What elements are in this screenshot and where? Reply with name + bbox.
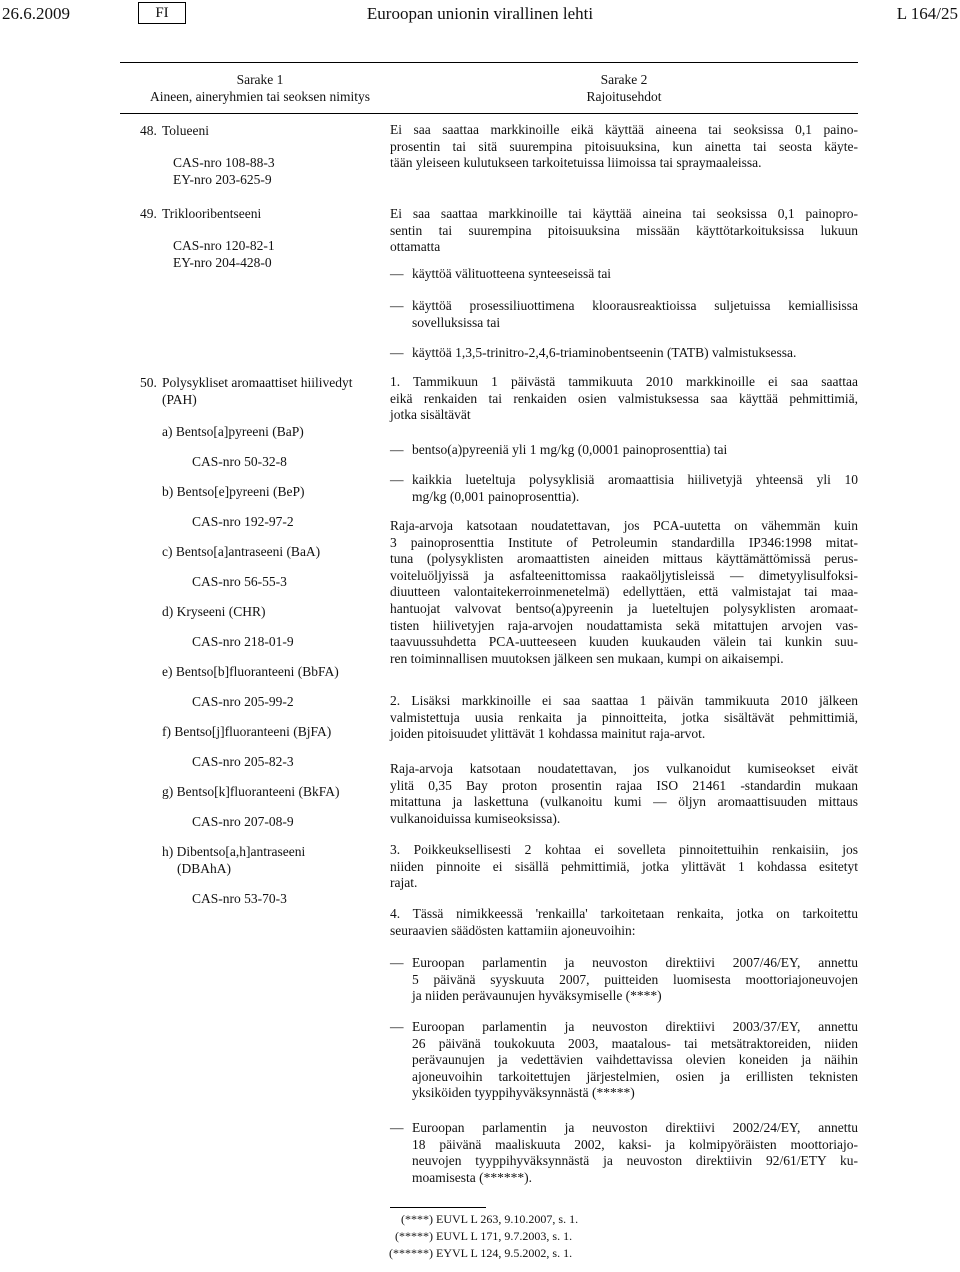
text-line: 4. Tässä nimikkeessä 'renkailla' tarkoitetaan renkaita, jotka on tarkoitettu xyxy=(390,906,858,921)
entry-48-name: Tolueeni xyxy=(162,123,210,138)
text-line: perävaunujen ja vedettävien vaihdettavissa olevien koneiden ja näihin xyxy=(412,1052,858,1068)
text-line: kaikkia lueteltuja polysyklisiä aromaattisia hiilivetyjä yhteensä yli 10 xyxy=(412,472,858,487)
text-line: rajat. xyxy=(390,875,418,891)
pah-item-cas: CAS-nro 56-55-3 xyxy=(192,574,287,589)
text-line: neuvojen tyyppihyväksynnästä ja neuvoston direktiivin 92/61/ETY ku- xyxy=(412,1153,858,1169)
entry-50-number: 50. xyxy=(140,375,157,390)
limit-total-pah xyxy=(412,472,858,505)
text-line: vulkanoiduissa kumiseoksissa). xyxy=(390,810,561,826)
text-line: mg/kg (0,001 painoprosenttia). xyxy=(412,488,580,504)
pah-item-label: g) Bentso[k]fluoranteeni (BkFA) xyxy=(162,784,340,799)
text-line: taavuussuhdetta PCA-uutteeseen kuuden kuukauden välein tai kunkin suu- xyxy=(390,634,858,650)
entry-50-name: Polysykliset aromaattiset hiilivedyt xyxy=(162,375,353,390)
pah-item-cas: CAS-nro 53-70-3 xyxy=(192,891,287,906)
text-line: niiden pinnoite ei sisällä pehmittimiä, jotka ylittävät 1 kohdassa esitetyt xyxy=(390,858,858,874)
footnote-rule xyxy=(390,1207,486,1208)
language-badge: FI xyxy=(138,2,186,24)
text-line: 2. Lisäksi markkinoille ei saa saattaa 1 päivän tammikuuta 2010 jälkeen xyxy=(390,693,858,708)
column-2-title: Rajoitusehdot xyxy=(586,89,662,104)
pah-item-cas: CAS-nro 50-32-8 xyxy=(192,454,287,469)
entry-49-name: Triklooribentseeni xyxy=(162,206,262,221)
dash-bullet: — xyxy=(390,266,404,281)
entry-50-paragraph-2 xyxy=(390,518,858,667)
dash-bullet: — xyxy=(390,955,404,970)
directive-2003-37 xyxy=(412,1019,858,1102)
column-1-header xyxy=(140,71,380,105)
pah-item-label: h) Dibentso[a,h]antraseeni xyxy=(162,844,306,859)
pah-item-label: e) Bentso[b]fluoranteeni (BbFA) xyxy=(162,664,339,679)
text-line: Raja-arvoja katsotaan noudatettavan, jos vulkanoidut kumiseokset eivät xyxy=(390,761,858,776)
text-line: moamisesta (******). xyxy=(412,1169,532,1185)
text-line: ren toiminnallisen muutoksen jälkeen sen mukaan, kumpi on aikaisempi. xyxy=(390,650,784,666)
text-line: tään yleiseen kulutukseen tarkoitetuissa liimoissa tai spraymaaleissa. xyxy=(390,155,762,171)
text-line: seuraavien säädösten kattamiin ajoneuvoihin: xyxy=(390,922,636,938)
text-line: eikä renkaiden tai renkaiden osien valmistuksessa saa käyttää pehmittimiä, xyxy=(390,390,858,406)
journal-title: Euroopan unionin virallinen lehti xyxy=(366,4,594,23)
text-line: mitattuna ja laskettuna (vulkanoitu kumi — öljyn aromaattisuuden mittaus xyxy=(390,794,858,810)
entry-48-restriction xyxy=(390,122,858,172)
pah-item-cas: CAS-nro 205-82-3 xyxy=(192,754,294,769)
text-line: ajoneuvoihin tarkoitettujen järjestelmien, osien ja erillisten teknisten xyxy=(412,1068,858,1084)
entry-50-paragraph-3 xyxy=(390,693,858,743)
text-line: ja niiden perävaunujen hyväksymiselle (****) xyxy=(412,988,662,1004)
text-line: voiteluöljyissä ja asfalteenittomissa raakaöljytisleissä — dimetyylisulfoksi- xyxy=(390,567,858,583)
pah-item-cas: CAS-nro 192-97-2 xyxy=(192,514,294,529)
text-line: tisten hiilivetyjen raja-arvojen noudattamista sekä mitattujen arvojen vas- xyxy=(390,617,858,633)
footnote: (*****) EUVL L 171, 9.7.2003, s. 1. xyxy=(395,1229,573,1243)
table-top-rule xyxy=(120,62,858,63)
text-line: 26 päivänä toukokuuta 2003, maatalous- tai metsätraktoreiden, niiden xyxy=(412,1035,858,1051)
column-2-label: Sarake 2 xyxy=(600,72,648,87)
page-number: L 164/25 xyxy=(896,4,958,23)
dash-bullet: — xyxy=(390,345,404,360)
entry-50-paragraph-6 xyxy=(390,906,858,939)
text-line: Raja-arvoja katsotaan noudatettavan, jos PCA-uutetta on vähemmän kuin xyxy=(390,518,858,533)
directive-2007-46 xyxy=(412,955,858,1005)
entry-50-paragraph-4 xyxy=(390,761,858,827)
footnote: (****) EUVL L 263, 9.10.2007, s. 1. xyxy=(401,1212,579,1226)
text-line: yksiköiden tyyppihyväksynnästä (*****) xyxy=(412,1085,635,1101)
text-line: 5 päivänä syyskuuta 2007, puitteiden luomisesta moottoriajoneuvojen xyxy=(412,971,858,987)
column-2-header xyxy=(390,71,858,105)
dash-bullet: — xyxy=(390,472,404,487)
column-1-label: Sarake 1 xyxy=(236,72,284,87)
entry-49-cas: CAS-nro 120-82-1 xyxy=(173,238,275,253)
entry-50-paragraph-1 xyxy=(390,374,858,424)
pah-item-label: a) Bentso[a]pyreeni (BaP) xyxy=(162,424,304,439)
text-line: sentin tai suurempina pitoisuuksina missään käyttötarkoituksissa lukuun xyxy=(390,222,858,238)
directive-2002-24 xyxy=(412,1120,858,1186)
pah-item-label: c) Bentso[a]antraseeni (BaA) xyxy=(162,544,321,559)
text-line: 3. Poikkeuksellisesti 2 kohtaa ei sovelleta pinnoitettuihin renkaisiin, jos xyxy=(390,842,858,857)
dash-bullet: — xyxy=(390,298,404,313)
entry-49-exception-2 xyxy=(412,298,858,331)
entry-48-number: 48. xyxy=(140,123,157,138)
text-line: hantuojat valvovat bentso(a)pyreenin ja lueteltujen polysyklisten aromaat- xyxy=(390,600,858,616)
text-line: prosentin tai sitä suurempina pitoisuuksina, kun ainetta tai seosta käyte- xyxy=(390,138,858,154)
text-line: Euroopan parlamentin ja neuvoston direktiivi 2002/24/EY, annettu xyxy=(412,1120,858,1135)
text-line: jotka sisältävät xyxy=(390,407,471,423)
text-line: Euroopan parlamentin ja neuvoston direktiivi 2003/37/EY, annettu xyxy=(412,1019,858,1034)
limit-bap: bentso(a)pyreeniä yli 1 mg/kg (0,0001 painoprosenttia) tai xyxy=(412,442,728,457)
entry-48-cas: CAS-nro 108-88-3 xyxy=(173,155,275,170)
entry-50-paragraph-5 xyxy=(390,842,858,892)
entry-49-exception-1: käyttöä välituotteena synteeseissä tai xyxy=(412,266,612,281)
pah-item-cas: CAS-nro 207-08-9 xyxy=(192,814,294,829)
text-line: joiden pitoisuudet ylittävät 1 kohdassa mainitut raja-arvot. xyxy=(390,726,706,742)
text-line: Ei saa saattaa markkinoille eikä käyttää aineena tai seoksissa 0,1 paino- xyxy=(390,122,858,137)
text-line: käyttöä prosessiliuottimena kloorausreaktioissa suljetuissa kemiallisissa xyxy=(412,298,858,313)
pah-item-label: b) Bentso[e]pyreeni (BeP) xyxy=(162,484,305,499)
dash-bullet: — xyxy=(390,1019,404,1034)
text-line: ylitä 0,35 Bay proton prosentin rajaa ISO 21461 -standardin mukaan xyxy=(390,777,858,793)
text-line: 18 päivänä maaliskuuta 2002, kaksi- ja kolmipyöräisten moottoriajo- xyxy=(412,1136,858,1152)
entry-48-ey: EY-nro 203-625-9 xyxy=(173,172,272,187)
text-line: tuna (polysyklisten aromaattisten aineiden mittaus käyttämättömissä perus- xyxy=(390,551,858,567)
dash-bullet: — xyxy=(390,442,404,457)
text-line: Euroopan parlamentin ja neuvoston direktiivi 2007/46/EY, annettu xyxy=(412,955,858,970)
pah-item-cas: CAS-nro 218-01-9 xyxy=(192,634,294,649)
column-1-title: Aineen, aineryhmien tai seoksen nimitys xyxy=(149,89,371,104)
page-header xyxy=(0,0,960,30)
entry-50-name-cont: (PAH) xyxy=(162,392,197,407)
text-line: sovelluksissa tai xyxy=(412,314,501,330)
dash-bullet: — xyxy=(390,1120,404,1135)
entry-49-restriction xyxy=(390,206,858,256)
text-line: valmistettuja uusia renkaita ja pinnoitteita, jotka sisältävät pehmittimiä, xyxy=(390,709,858,725)
footnote: (******) EYVL L 124, 9.5.2002, s. 1. xyxy=(389,1246,573,1260)
table-header-rule xyxy=(120,113,858,114)
entry-49-number: 49. xyxy=(140,206,157,221)
text-line: 1. Tammikuun 1 päivästä tammikuuta 2010 markkinoille ei saa saattaa xyxy=(390,374,858,389)
text-line: 3 painoprosenttia Institute of Petroleumin standardilla IP346:1998 mitat- xyxy=(390,534,858,550)
entry-49-ey: EY-nro 204-428-0 xyxy=(173,255,272,270)
publication-date: 26.6.2009 xyxy=(2,4,70,23)
pah-item-label-cont: (DBAhA) xyxy=(177,861,231,876)
text-line: Ei saa saattaa markkinoille tai käyttää aineina tai seoksissa 0,1 painopro- xyxy=(390,206,858,221)
text-line: diuutteen valontaitekerroinmenetelmä) edellyttäen, että valmistajat tai maa- xyxy=(390,584,858,600)
pah-item-label: d) Kryseeni (CHR) xyxy=(162,604,266,619)
pah-item-label: f) Bentso[j]fluoranteeni (BjFA) xyxy=(162,724,332,739)
entry-49-exception-3: käyttöä 1,3,5-trinitro-2,4,6-triaminobentseenin (TATB) valmistuksessa. xyxy=(412,345,797,360)
text-line: ottamatta xyxy=(390,239,441,255)
pah-item-cas: CAS-nro 205-99-2 xyxy=(192,694,294,709)
